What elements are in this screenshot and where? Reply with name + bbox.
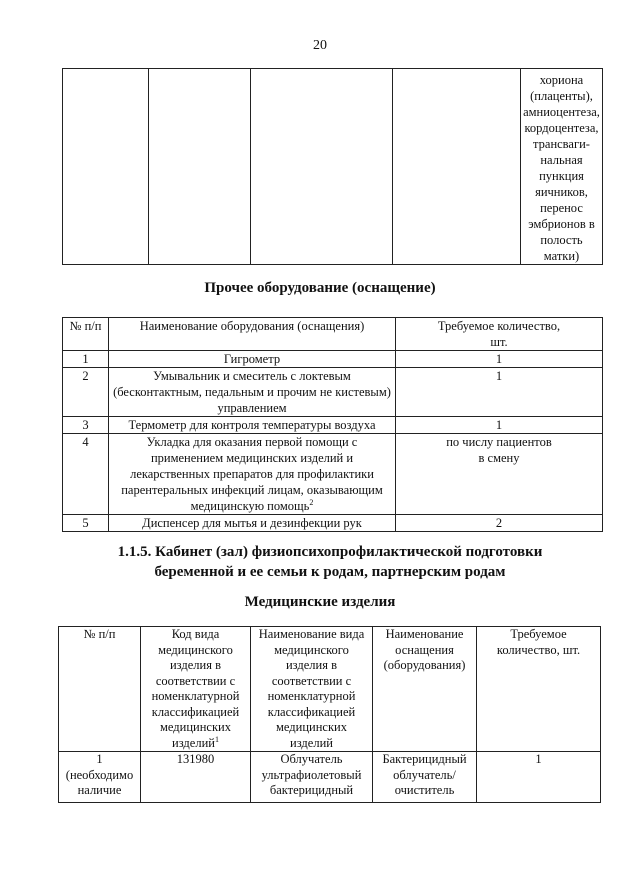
table-cell: [63, 69, 149, 265]
footnote-mark: 2: [309, 497, 314, 507]
medical-devices-table: [58, 626, 601, 803]
page-number: 20: [313, 38, 327, 53]
table-row: 2 Умывальник и смеситель с локтевым (бесконтактным, педальным и прочим не кистевым) управлением 1: [63, 368, 603, 417]
table-row: [63, 69, 603, 265]
header-qty: Требуемое количество, шт.: [477, 627, 601, 752]
header-equip: Наименование оснащения (оборудования): [373, 627, 477, 752]
table-cell: [251, 69, 393, 265]
table-header-row: [63, 318, 603, 351]
other-equipment-title: Прочее оборудование (оснащение): [204, 280, 436, 296]
section-title: 1.1.5. Кабинет (зал) физиопсихопрофилактической подготовки беременной и ее семьи к родам, партнерским родам: [117, 544, 543, 580]
continuation-table: [62, 68, 603, 265]
table-cell: [149, 69, 251, 265]
table-row: 5 Диспенсер для мытья и дезинфекции рук 2: [63, 515, 603, 532]
table-row: 1 (необходимо наличие 131980 Облучатель ультрафиолетовый бактерицидный Бактерицидный облучатель/ очиститель 1: [59, 752, 601, 803]
table-row: 3 Термометр для контроля температуры воздуха 1: [63, 417, 603, 434]
header-qty: Требуемое количество, шт.: [396, 318, 603, 351]
header-num: № п/п: [59, 627, 141, 752]
other-equipment-table: [62, 317, 603, 532]
header-num: № п/п: [63, 318, 109, 351]
header-name: Наименование оборудования (оснащения): [109, 318, 396, 351]
header-code: Код вида медицинского изделия в соответствии с номенклатурной классификацией медицинских изделий$^1$: [141, 627, 251, 752]
table-cell: [393, 69, 521, 265]
table-row: 1 Гигрометр 1: [63, 351, 603, 368]
table-cell-procedures: хориона (плаценты), амниоцентеза, кордоцентеза, трансваги- нальная пункция яичников, перенос эмбрионов в полость матки): [521, 69, 603, 265]
table-row: 4 Укладка для оказания первой помощи с применением медицинских изделий и лекарственных препаратов для профилактики парентеральных инфекций лицам, оказывающим медицинскую помощь$^2$ по числу пациентов в смену: [63, 434, 603, 515]
header-name: Наименование вида медицинского изделия в соответствии с номенклатурной классификацией медицинских изделий: [251, 627, 373, 752]
footnote-mark: 1: [214, 734, 219, 744]
medical-devices-title: Медицинские изделия: [244, 594, 396, 610]
table-header-row: [59, 627, 601, 752]
